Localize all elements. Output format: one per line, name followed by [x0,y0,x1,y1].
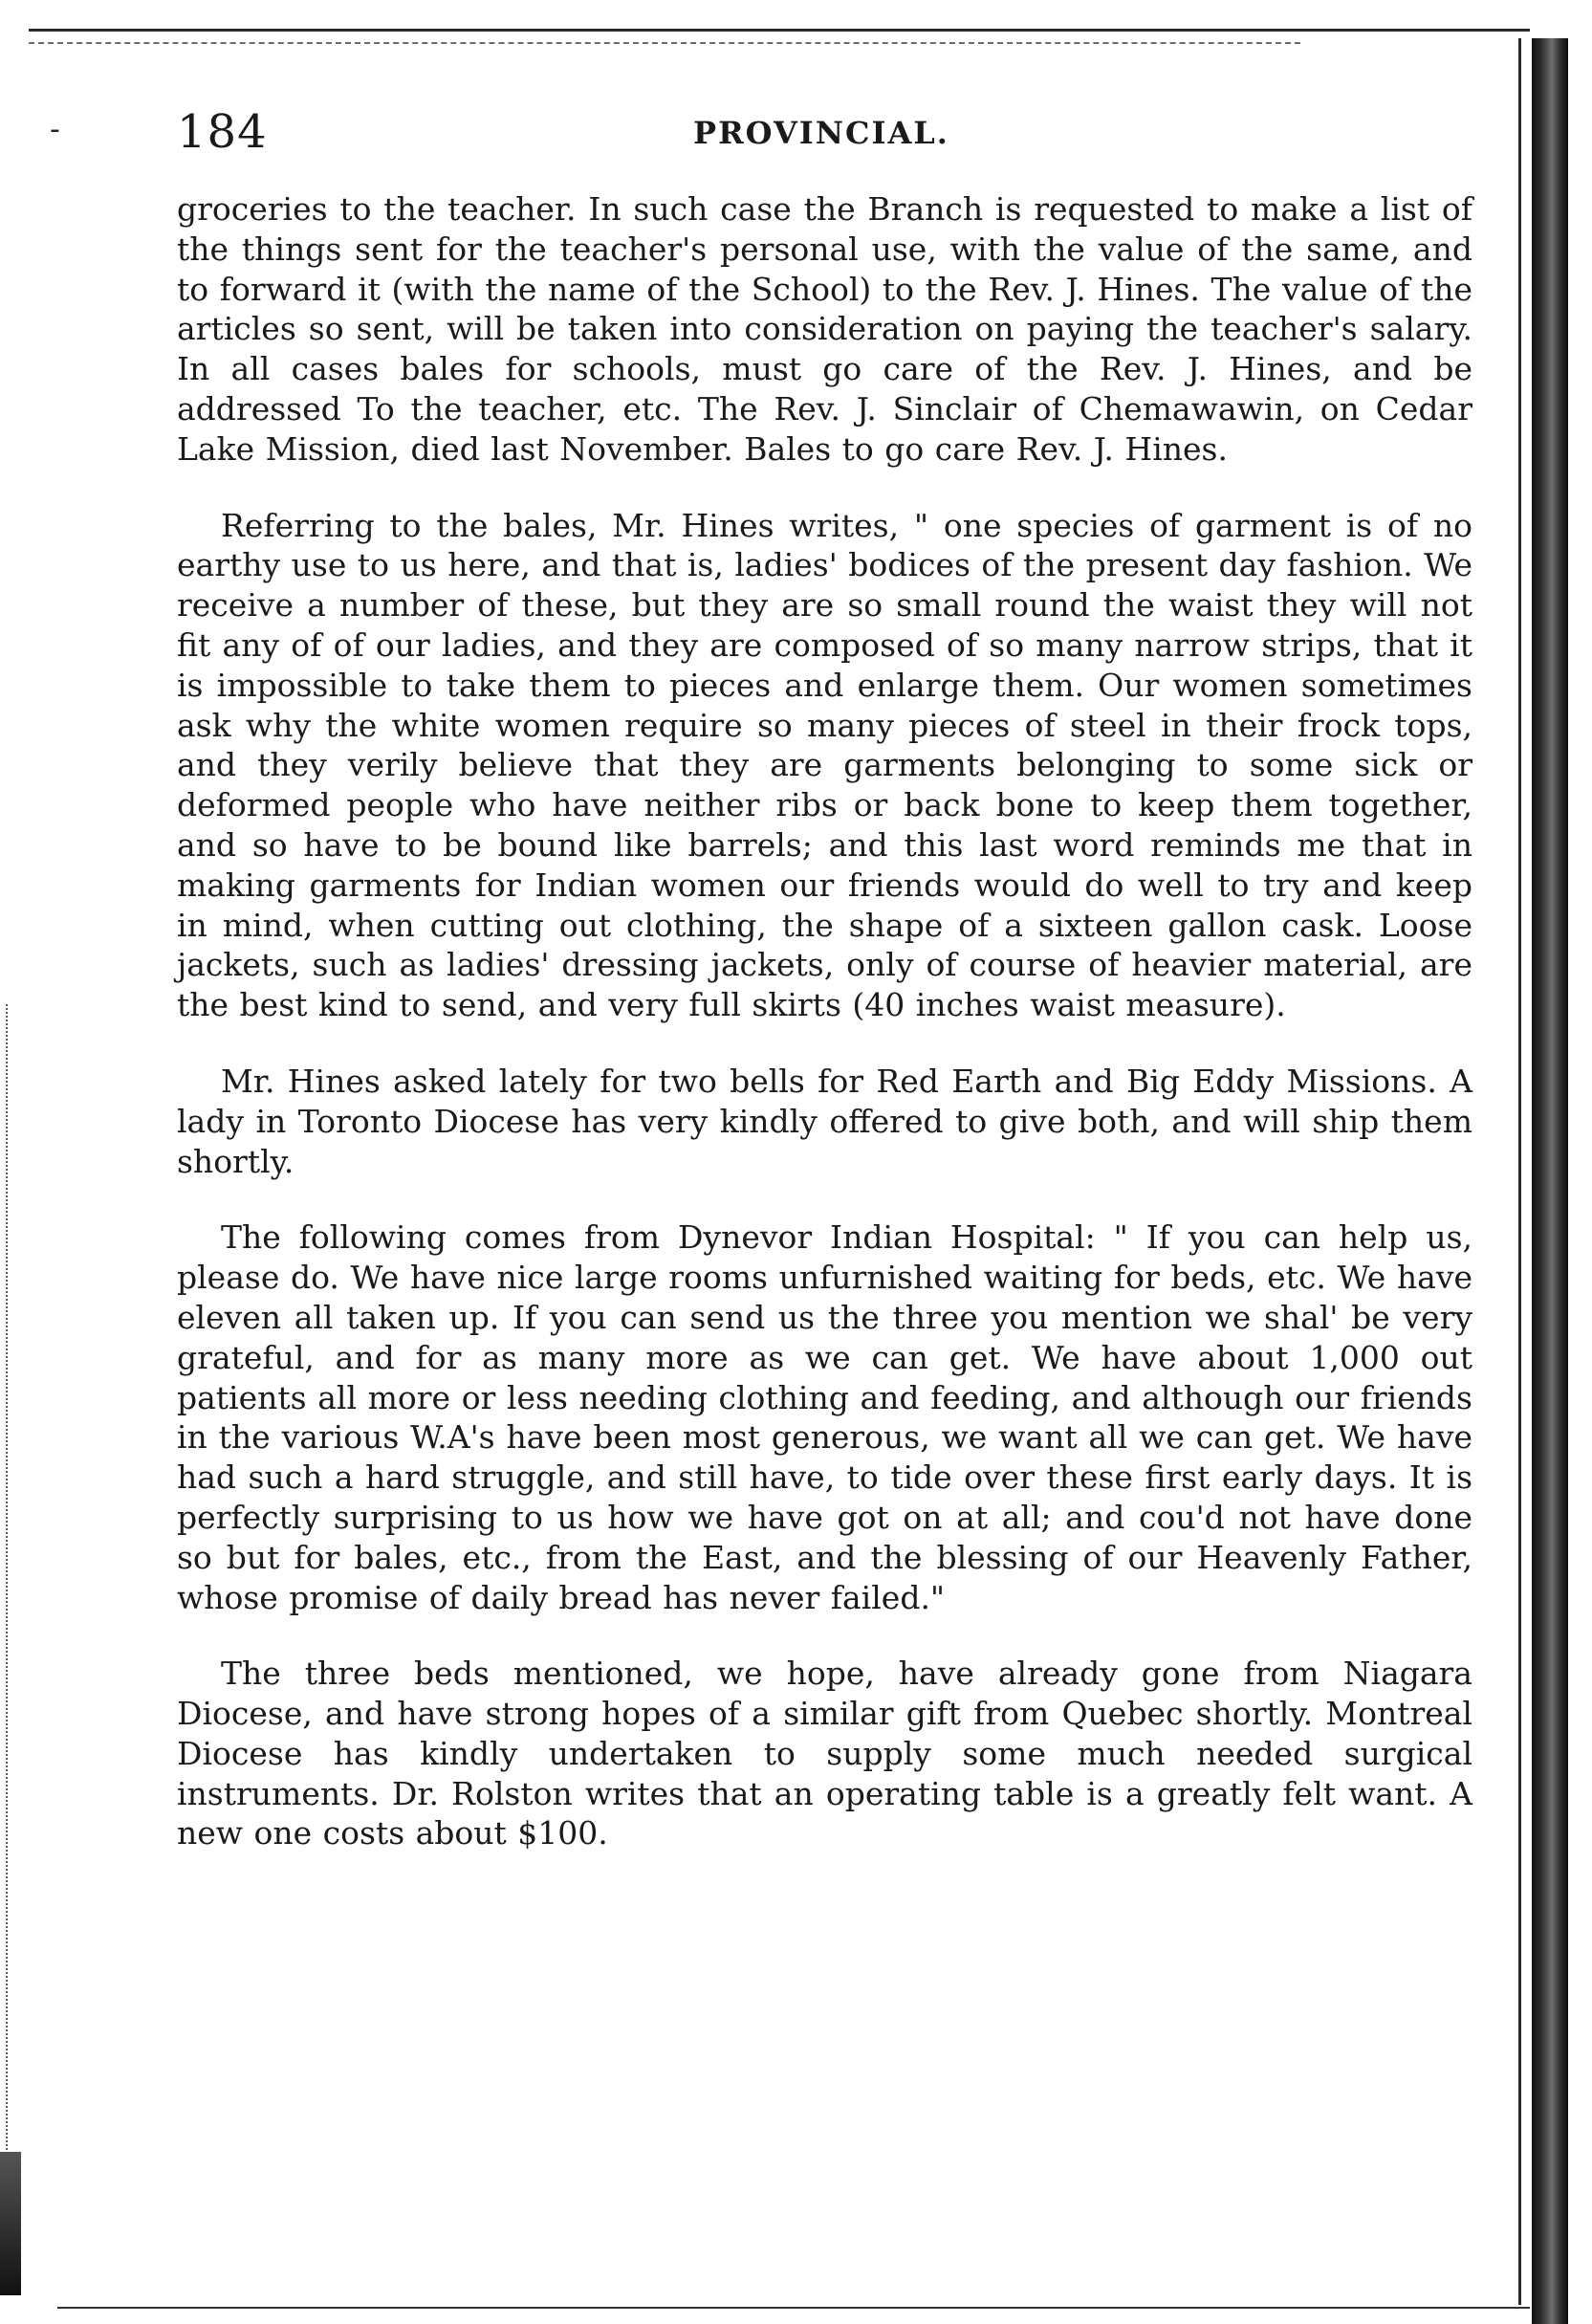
top-border-dashed-rule [29,42,1300,44]
page-header [177,105,1276,163]
top-border-rule [29,29,1530,32]
paragraph-bells: Mr. Hines asked lately for two bells for Red Earth and Big Eddy Missions. A lady in Toronto Diocese has very kindly offered to give both, and will ship them shortly. [177,1062,1472,1180]
page-number: 184 [177,105,268,159]
paragraph-continued-groceries: groceries to the teacher. In such case the Branch is requested to make a list of the things sent for the teacher's personal use, with the value of the same, and to forward it (with the name of the School) to the Rev. J. Hines. The value of the articles so sent, will be taken into consideration on paying the teacher's salary. In all cases bales for schools, must go care of the Rev. J. Hines, and be addressed To the teacher, etc. The Rev. J. Sinclair of Chemawawin, on Cedar Lake Mission, died last November. Bales to go care Rev. J. Hines. [177,190,1472,468]
paragraph-beds-instruments: The three beds mentioned, we hope, have already gone from Niagara Diocese, and have strong hopes of a similar gift from Quebec shortly. Montreal Diocese has kindly undertaken to supply some much needed surgical instruments. Dr. Rolston writes that an operating table is a greatly felt want. A new one costs about $100. [177,1655,1472,1853]
margin-mark: - [50,113,60,146]
right-page-edge-scan-shadow [1532,38,1568,2324]
bottom-border-rule [57,2307,1530,2309]
left-page-edge-shadow [0,2152,21,2295]
paragraph-dynevor-hospital: The following comes from Dynevor Indian Hospital: " If you can help us, please do. We have nice large rooms unfurnished waiting for beds, etc. We have eleven all taken up. If you can send us the three you mention we shal' be very grateful, and for as many more as we can get. We have about 1,000 out patients all more or less needing clothing and feeding, and although our friends in the various W.A's have been most generous, we want all we can get. We have had such a hard struggle, and still have, to tide over these first early days. It is perfectly surprising to us how we have got on at all; and cou'd not have done so but for bales, etc., from the East, and the blessing of our Heavenly Father, whose promise of daily bread has never failed." [177,1218,1472,1616]
running-head: PROVINCIAL. [693,115,949,151]
left-page-edge-dots [6,1004,17,2276]
right-border-line [1518,38,1521,2305]
paragraph-bales-garments: Referring to the bales, Mr. Hines writes, " one species of garment is of no earthy use to us here, and that is, ladies' bodices of the present day fashion. We receive a number of these, but they are so small round the waist they will not fit any of of our ladies, and they are composed of so many narrow strips, that it is impossible to take them to pieces and enlarge them. Our women sometimes ask why the white women require so many pieces of steel in their frock tops, and they verily believe that they are garments belonging to some sick or deformed people who have neither ribs or back bone to keep them together, and so have to be bound like barrels; and this last word reminds me that in making garments for Indian women our friends would do well to try and keep in mind, when cutting out clothing, the shape of a sixteen gallon cask. Loose jackets, such as ladies' dressing jackets, only of course of heavier material, are the best kind to send, and very full skirts (40 inches waist measure). [177,506,1472,1024]
body-text [177,189,1472,1853]
